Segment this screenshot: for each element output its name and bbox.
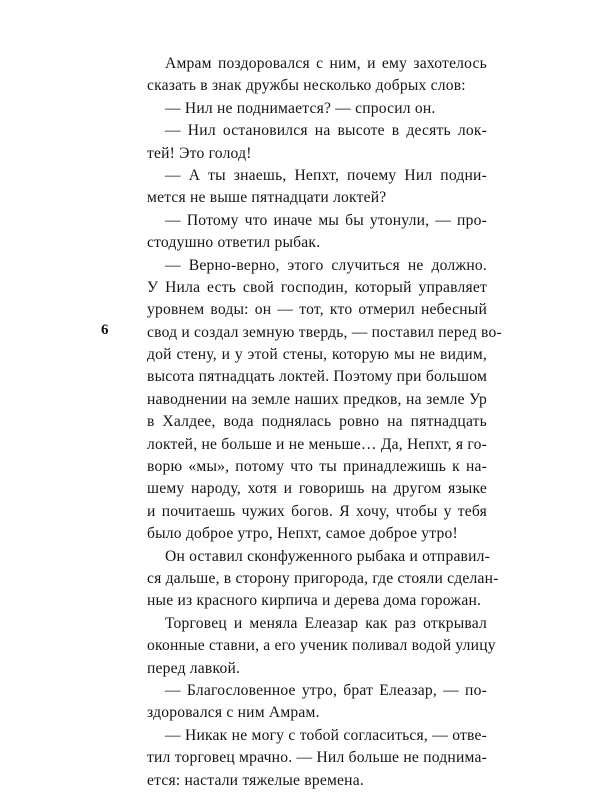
text-line: локтей, не больше и не меньше… Да, Непхт, я го- — [147, 435, 487, 453]
text-line: мется не выше пятнадцати локтей? — [147, 189, 387, 207]
text-line: — Благословенное утро, брат Елеазар, — по- — [165, 681, 487, 699]
text-line: — Верно-верно, этого случиться не должно. — [165, 256, 487, 274]
text-line: — Нил остановился на высоте в десять лок- — [165, 122, 487, 140]
text-line: — Никак не могу с тобой согласиться, — отве- — [165, 726, 487, 744]
text-line: здоровался с ним Амрам. — [147, 704, 320, 722]
text-line: уровнем воды: он — тот, кто отмерил небесный — [147, 301, 487, 319]
text-line: — А ты знаешь, Непхт, почему Нил подни- — [165, 166, 487, 184]
text-line: наводнении на земле наших предков, на земле Ур — [147, 390, 487, 408]
text-line: шему народу, хотя и говоришь на другом языке — [147, 480, 487, 498]
text-line: было доброе утро, Непхт, самое доброе утро! — [147, 525, 458, 543]
text-line: Он оставил сконфуженного рыбака и отправил- — [165, 547, 491, 565]
text-line: ные из красного кирпича и дерева дома горожан. — [147, 592, 482, 610]
text-line: Торговец и меняла Елеазар как раз открывал — [165, 614, 487, 632]
text-line: оконные ставни, а его ученик поливал водой улицу — [147, 637, 496, 655]
text-line: дой стену, и у этой стены, которую мы не видим, — [147, 346, 487, 364]
text-line: сказать в знак дружбы несколько добрых слов: — [147, 77, 466, 95]
text-line: стодушно ответил рыбак. — [147, 234, 321, 252]
text-line: тил торговец мрачно. — Нил больше не поднима- — [147, 749, 487, 767]
text-line: Амрам поздоровался с ним, и ему захотелось — [165, 55, 487, 72]
text-line: высота пятнадцать локтей. Поэтому при большом — [147, 368, 488, 386]
text-line: и почитаешь чужих богов. Я хочу, чтобы у тебя — [147, 502, 487, 520]
text-line: ворю «мы», потому что ты принадлежишь к на- — [147, 458, 487, 476]
text-line: У Нила есть свой господин, который управляет — [147, 278, 487, 296]
text-line: в Халдее, вода поднялась ровно на пятнадцать — [147, 413, 487, 431]
text-line: тей! Это голод! — [147, 144, 252, 162]
text-line: свод и создал земную твердь, — поставил перед во- — [147, 323, 502, 341]
body-text — [147, 53, 502, 792]
page-number: 6 — [101, 322, 109, 338]
text-line: — Потому что иначе мы бы утонули, — про- — [165, 211, 487, 229]
text-line: перед лавкой. — [147, 659, 241, 677]
text-line: — Нил не поднимается? — спросил он. — [165, 99, 436, 117]
text-line: ся дальше, в сторону пригорода, где стояли сделан- — [147, 569, 499, 587]
text-line: ется: настали тяжелые времена. — [147, 771, 364, 789]
